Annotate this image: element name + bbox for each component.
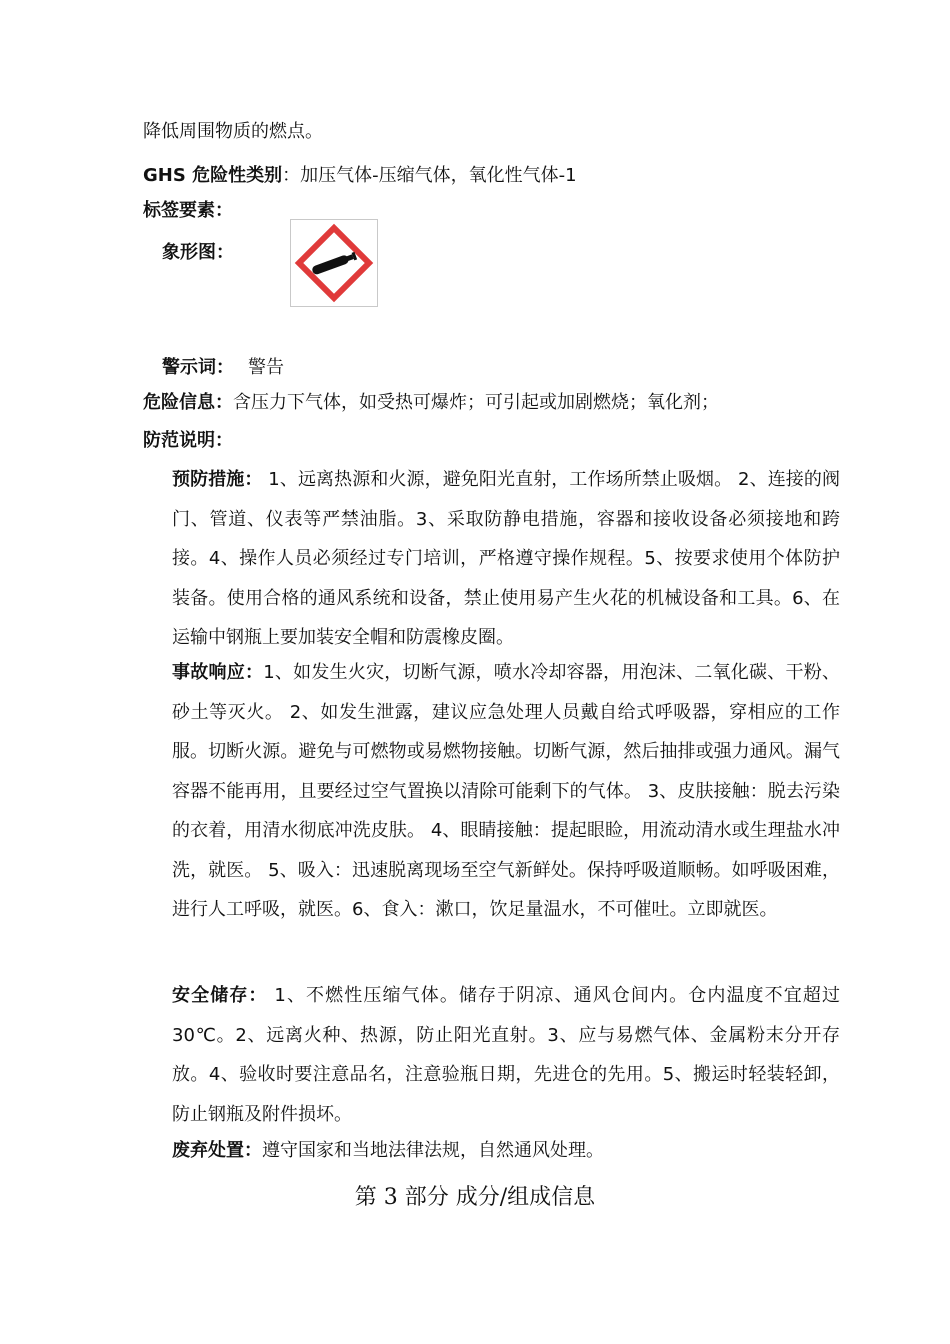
gas-cylinder-icon <box>291 220 377 306</box>
prevention-text: 1、远离热源和火源，避免阳光直射，工作场所禁止吸烟。 2、连接的阀门、管道、仪表等严禁油脂。3、采取防静电措施，容器和接收设备必须接地和跨接。4、操作人员必须经过专门培训，严格遵守操作规程。5、按要求使用个体防护装备。使用合格的通风系统和设备，禁止使用易产生火花的机械设备和工具。6、在运输中钢瓶上要加装安全帽和防震橡皮圈。 <box>172 469 840 648</box>
signal-word-value: 警告 <box>248 357 284 378</box>
signal-word-label: 警示词： <box>162 357 234 378</box>
response-paragraph <box>172 653 840 930</box>
storage-paragraph <box>172 976 840 1134</box>
pictogram-box <box>290 219 378 307</box>
pictogram-label: 象形图： <box>162 242 234 263</box>
ghs-category-label: GHS 危险性类别 <box>143 165 283 186</box>
ghs-category-value: ：加压气体-压缩气体，氧化性气体-1 <box>282 165 577 186</box>
response-text: 1、如发生火灾，切断气源，喷水冷却容器，用泡沫、二氧化碳、干粉、砂土等灭火。 2、如发生泄露，建议应急处理人员戴自给式呼吸器，穿相应的工作服。切断火源。避免与可燃物或易燃物接触。切断气源，然后抽排或强力通风。漏气容器不能再用，且要经过空气置换以清除可能剩下的气体。 3、皮肤接触：脱去污染的衣着，用清水彻底冲洗皮肤。 4、眼睛接触：提起眼睑，用流动清水或生理盐水冲洗，就医。 5、吸入：迅速脱离现场至空气新鲜处。保持呼吸道顺畅。如呼吸困难，进行人工呼吸，就医。6、食入：漱口，饮足量温水，不可催吐。立即就医。 <box>172 662 840 920</box>
lead-text: 降低周围物质的燃点。 <box>143 121 323 142</box>
storage-text: 1、不燃性压缩气体。储存于阴凉、通风仓间内。仓内温度不宜超过30℃。2、远离火种、热源，防止阳光直射。3、应与易燃气体、金属粉末分开存放。4、验收时要注意品名，注意验瓶日期，先进仓的先用。5、搬运时轻装轻卸，防止钢瓶及附件损坏。 <box>172 985 840 1125</box>
response-label: 事故响应： <box>172 662 264 683</box>
prevention-paragraph <box>172 460 840 658</box>
label-elements-heading: 标签要素： <box>143 200 233 221</box>
section-3-title: 第 3 部分 成分/组成信息 <box>354 1185 596 1210</box>
disposal-text: 遵守国家和当地法律法规，自然通风处理。 <box>262 1140 604 1161</box>
precaution-heading: 防范说明： <box>143 430 233 451</box>
hazard-info-label: 危险信息： <box>143 392 233 413</box>
ghs-category-line <box>143 164 577 188</box>
signal-word-line <box>162 356 284 380</box>
disposal-paragraph <box>172 1131 840 1171</box>
hazard-info-value: 含压力下气体，如受热可爆炸；可引起或加剧燃烧；氧化剂； <box>233 392 719 413</box>
prevention-label: 预防措施： <box>172 469 263 490</box>
disposal-label: 废弃处置： <box>172 1140 262 1161</box>
hazard-info-line <box>143 391 719 415</box>
storage-label: 安全储存： <box>172 985 268 1006</box>
